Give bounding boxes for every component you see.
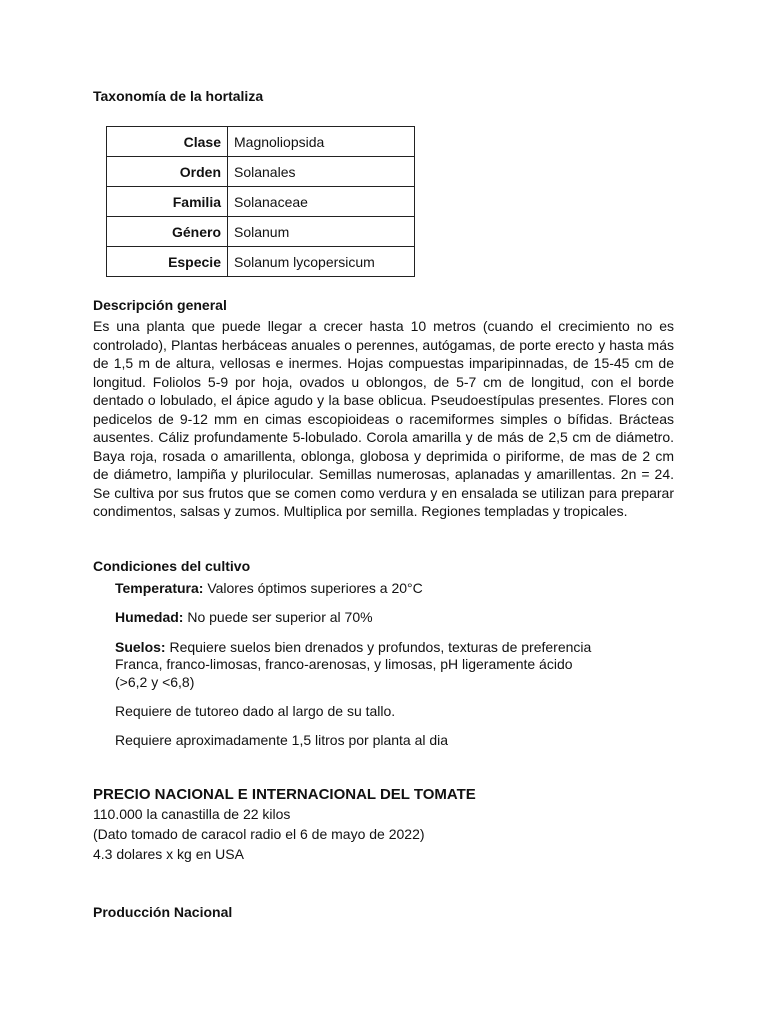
taxonomy-key: Familia <box>107 187 228 217</box>
taxonomy-key: Clase <box>107 127 228 157</box>
table-row <box>107 157 415 187</box>
soil-line-3: (>6,2 y <6,8) <box>115 674 195 690</box>
table-row <box>107 217 415 247</box>
price-line-1: 110.000 la canastilla de 22 kilos <box>93 806 291 822</box>
soil-label: Suelos: <box>115 639 166 655</box>
taxonomy-value: Magnoliopsida <box>228 127 415 157</box>
taxonomy-key: Género <box>107 217 228 247</box>
taxonomy-table <box>106 126 415 277</box>
description-paragraph: Es una planta que puede llegar a crecer hasta 10 metros (cuando el crecimiento no es controlado), Plantas herbáceas anuales o perennes, autógamas, de porte erecto y hasta más de 1,5 m de altura, vellosas e inermes. Hojas compuestas imparipinnadas, de 15-45 cm de longitud. Foliolos 5-9 por hoja, ovados u oblongos, de 5-7 cm de longitud, con el borde dentado o lobulado, el ápice agudo y la base oblicua. Pseudoestípulas presentes. Flores con pedicelos de 9-12 mm en cimas escopioideas o racemiformes simples o bífidas. Brácteas ausentes. Cáliz profundamente 5-lobulado. Corola amarilla y de más de 2,5 cm de diámetro. Baya roja, rosada o amarillenta, oblonga, globosa y deprimida o piriforme, de mas de 2 cm de diámetro, lampiña y plurilocular. Semillas numerosas, aplanadas y amarillentas. 2n = 24. Se cultiva por sus frutos que se comen como verdura y en ensalada se utilizan para preparar condimentos, salsas y zumos. Multiplica por semilla. Regiones templadas y tropicales. <box>93 318 674 519</box>
tutoring-line: Requiere de tutoreo dado al largo de su tallo. <box>115 703 396 719</box>
taxonomy-key: Orden <box>107 157 228 187</box>
production-heading: Producción Nacional <box>93 904 233 920</box>
humidity-label: Humedad: <box>115 609 184 625</box>
taxonomy-heading: Taxonomía de la hortaliza <box>93 88 264 104</box>
price-line-3: 4.3 dolares x kg en USA <box>93 846 244 862</box>
temperature-value: Valores óptimos superiores a 20°C <box>203 580 423 596</box>
table-row <box>107 187 415 217</box>
soil-text: Requiere suelos bien drenados y profundos, texturas de preferencia <box>165 639 592 655</box>
humidity-value: No puede ser superior al 70% <box>183 609 373 625</box>
taxonomy-value: Solanum <box>228 217 415 247</box>
price-heading: PRECIO NACIONAL E INTERNACIONAL DEL TOMATE <box>93 786 476 803</box>
taxonomy-key: Especie <box>107 247 228 277</box>
soil-line-2: Franca, franco-limosas, franco-arenosas, y limosas, pH ligeramente ácido <box>115 656 573 672</box>
table-row <box>107 247 415 277</box>
taxonomy-value: Solanales <box>228 157 415 187</box>
price-line-2: (Dato tomado de caracol radio el 6 de mayo de 2022) <box>93 826 425 842</box>
description-heading: Descripción general <box>93 297 227 313</box>
taxonomy-value: Solanum lycopersicum <box>228 247 415 277</box>
humidity-line <box>115 609 373 626</box>
conditions-heading: Condiciones del cultivo <box>93 558 251 574</box>
table-row <box>107 127 415 157</box>
taxonomy-value: Solanaceae <box>228 187 415 217</box>
water-line: Requiere aproximadamente 1,5 litros por planta al dia <box>115 732 449 748</box>
temperature-line <box>115 580 423 597</box>
temperature-label: Temperatura: <box>115 580 204 596</box>
soil-line <box>115 639 591 656</box>
